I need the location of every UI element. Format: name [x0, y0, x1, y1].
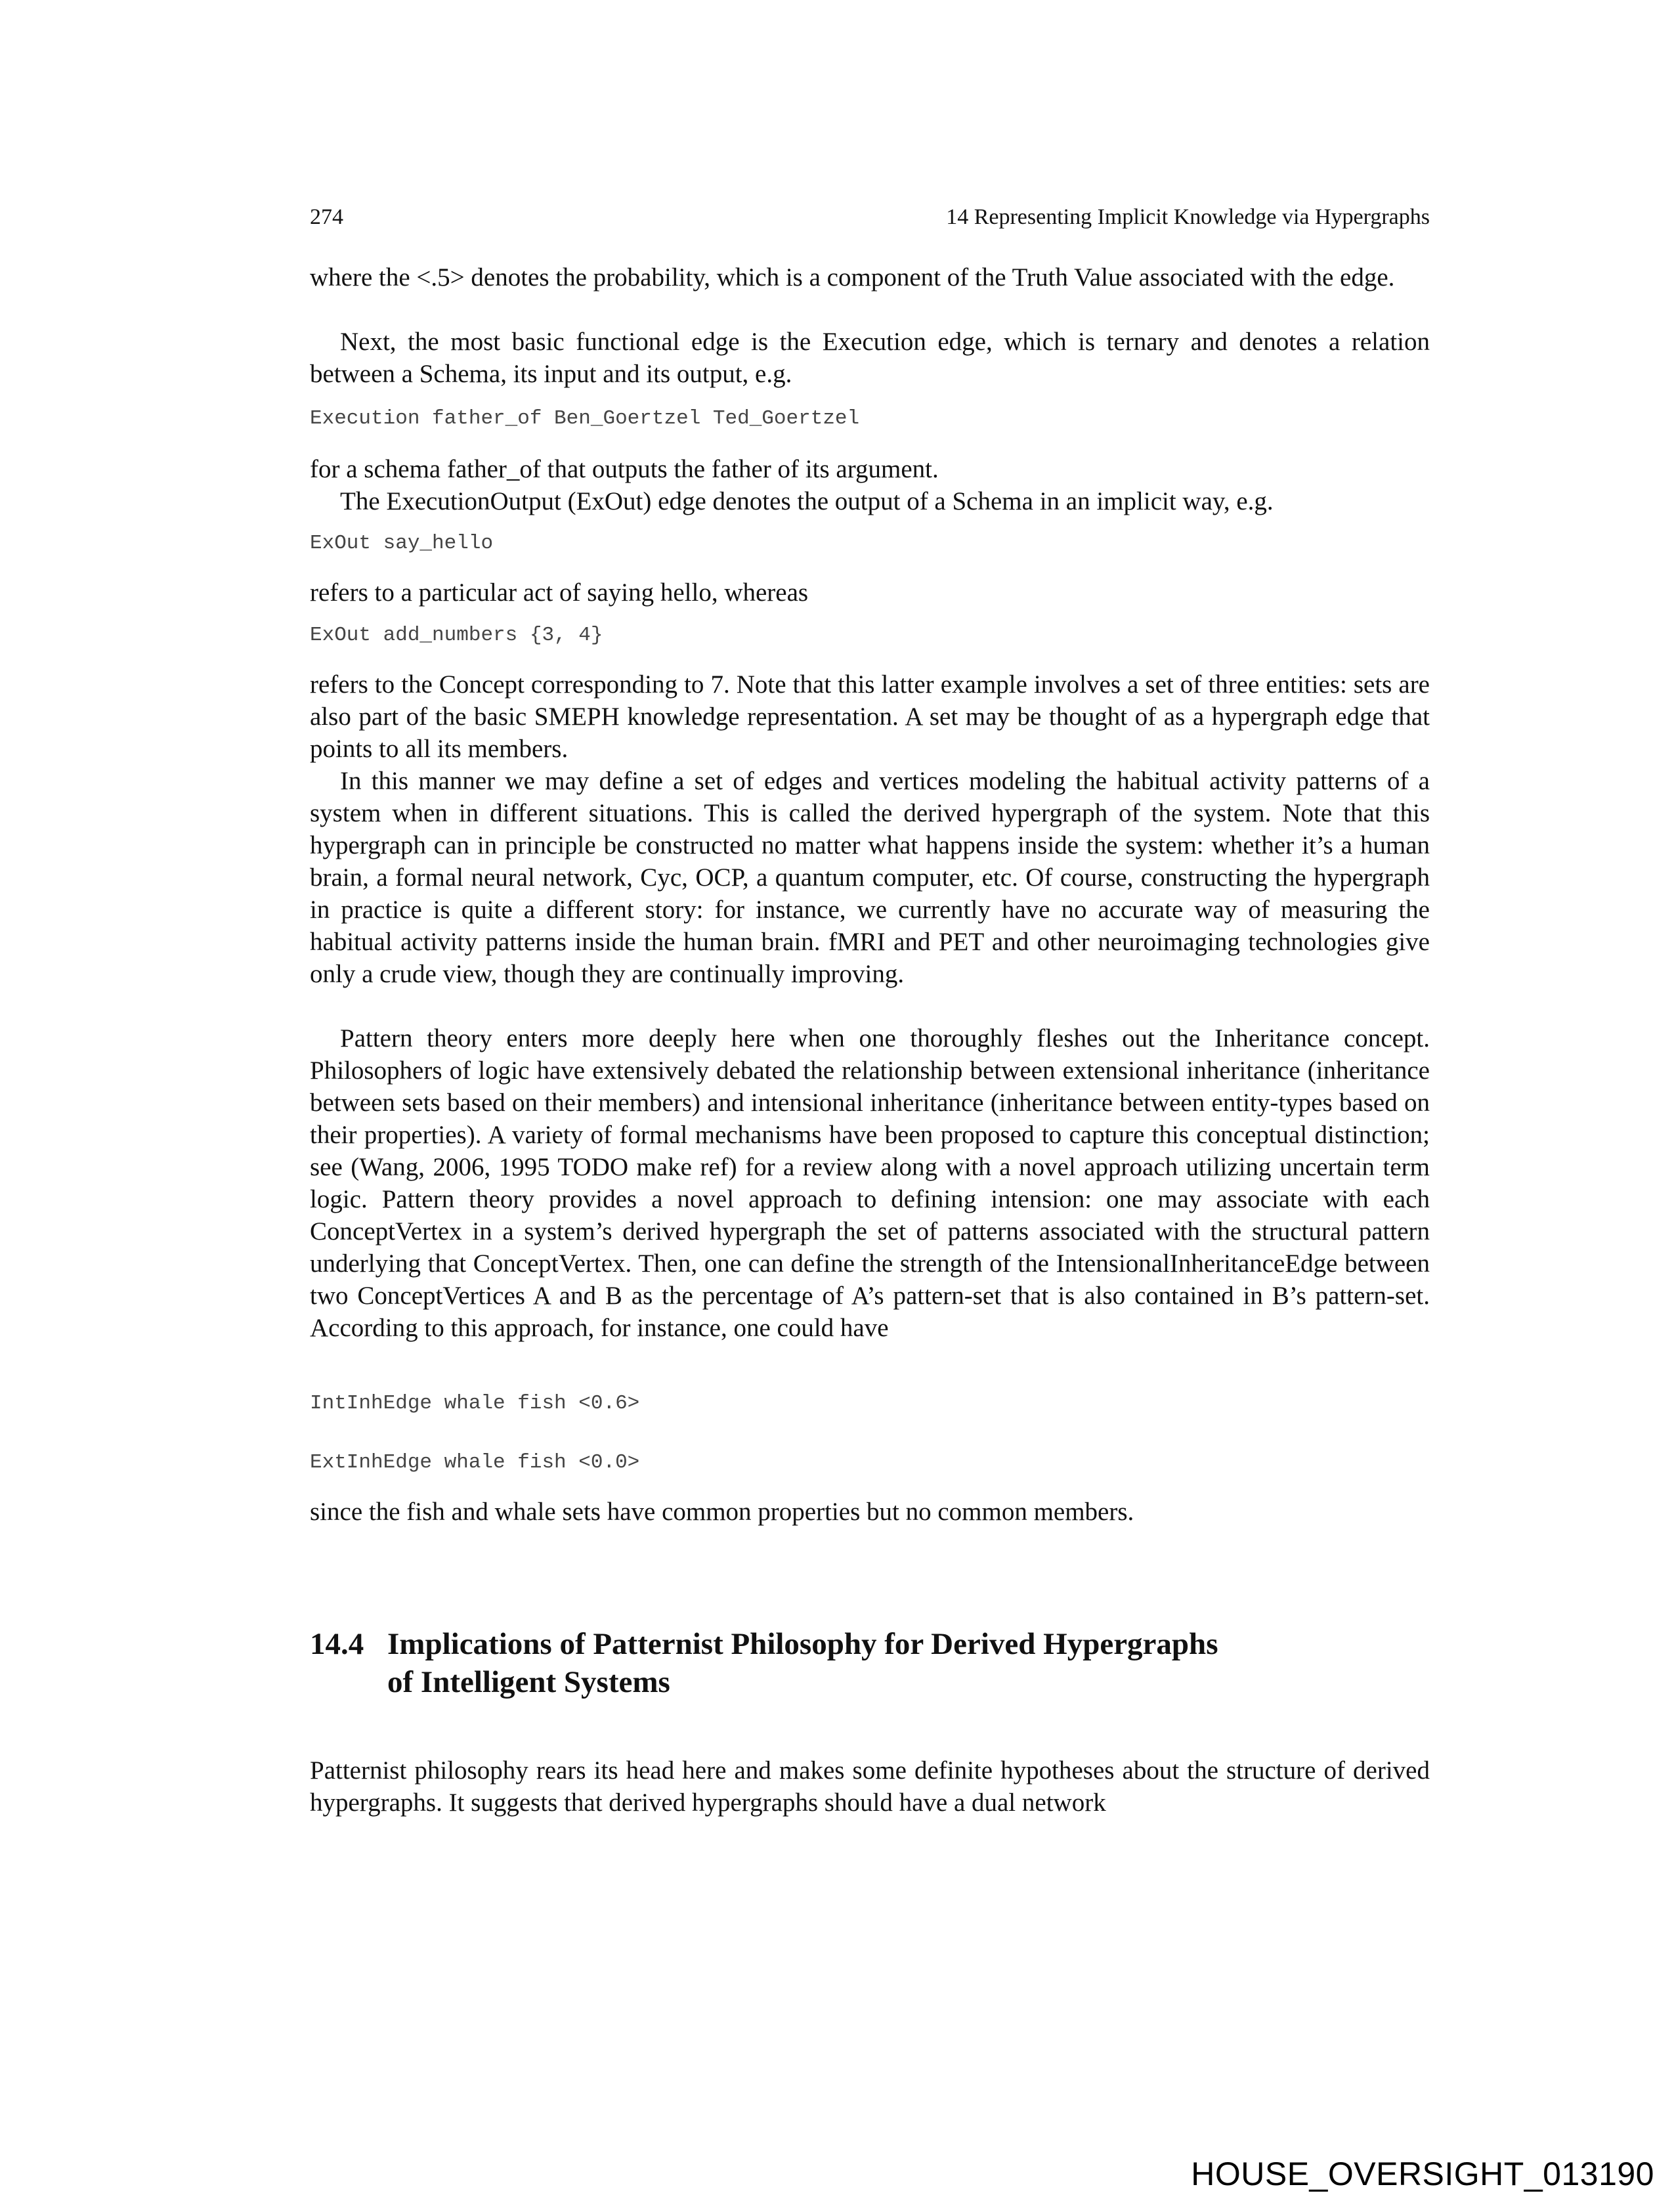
code-extinhedge: ExtInhEdge whale fish <0.0>	[310, 1451, 640, 1474]
paragraph-concept-seven: refers to the Concept corresponding to 7. Note that this latter example involves a set of three entities: sets are also part of the basic SMEPH knowledge representation. A set may be thought of as a hypergraph edge that points to all its members.	[310, 670, 1430, 763]
code-execution-example: Execution father_of Ben_Goertzel Ted_Goertzel	[310, 407, 860, 430]
paragraph-pattern-theory: Pattern theory enters more deeply here when one thoroughly fleshes out the Inheritance concept. Philosophers of logic have extensively debated the relationship between extensional inheritance (inheritance between sets based on their members) and intensional inheritance (inheritance between entity-types based on their properties). A variety of formal mechanisms have been proposed to capture this conceptual distinction; see (Wang, 2006, 1995 TODO make ref) for a review along with a novel approach utilizing uncertain term logic. Pattern theory provides a novel approach to defining intension: one may associate with each ConceptVertex in a system’s derived hypergraph the set of patterns associated with the structural pattern underlying that ConceptVertex. Then, one can define the strength of the IntensionalInheritanceEdge between two ConceptVertices A and B as the percentage of A’s pattern-set that is also contained in B’s pattern-set. According to this approach, for instance, one could have	[310, 1024, 1430, 1342]
paragraph-derived-hypergraph: In this manner we may define a set of edges and vertices modeling the habitual activity patterns of a system when in different situations. This is called the derived hypergraph of the system. Note that this hypergraph can in principle be constructed no matter what happens inside the system: whether it’s a human brain, a formal neural network, Cyc, OCP, a quantum computer, etc. Of course, constructing the hypergraph in practice is quite a different story: for instance, we currently have no accurate way of measuring the habitual activity patterns inside the human brain. fMRI and PET and other neuroimaging technologies give only a crude view, though they are continually improving.	[310, 767, 1430, 988]
running-header	[310, 205, 1430, 238]
paragraph-exout: The ExecutionOutput (ExOut) edge denotes the output of a Schema in an implicit way, e.g.	[340, 487, 1274, 515]
bates-stamp: HOUSE_OVERSIGHT_013190	[1191, 2156, 1654, 2192]
page-number: 274	[310, 205, 343, 229]
paragraph-execution-edge: Next, the most basic functional edge is the Execution edge, which is ternary and denotes a relation between a Schema, its input and its output, e.g.	[310, 328, 1430, 388]
paragraph-fish-whale: since the fish and whale sets have common properties but no common members.	[310, 1498, 1134, 1526]
paragraph-father-of: for a schema father_of that outputs the father of its argument.	[310, 455, 939, 483]
code-exout-add-numbers: ExOut add_numbers {3, 4}	[310, 624, 603, 647]
code-exout-say-hello: ExOut say_hello	[310, 532, 494, 555]
paragraph-patternist-philosophy: Patternist philosophy rears its head here and makes some definite hypotheses about the structure of derived hypergraphs. It suggests that derived hypergraphs should have a dual network	[310, 1756, 1430, 1817]
paragraph-truth-value: where the <.5> denotes the probability, which is a component of the Truth Value associated with the edge.	[310, 263, 1395, 292]
code-intinhedge: IntInhEdge whale fish <0.6>	[310, 1392, 640, 1415]
running-title: 14 Representing Implicit Knowledge via Hypergraphs	[946, 205, 1430, 229]
section-number: 14.4	[310, 1627, 364, 1661]
section-title-line1: Implications of Patternist Philosophy for Derived Hypergraphs	[387, 1627, 1218, 1661]
paragraph-saying-hello: refers to a particular act of saying hello, whereas	[310, 578, 809, 607]
section-heading	[310, 1625, 1430, 1701]
section-title-line2: of Intelligent Systems	[387, 1665, 670, 1699]
